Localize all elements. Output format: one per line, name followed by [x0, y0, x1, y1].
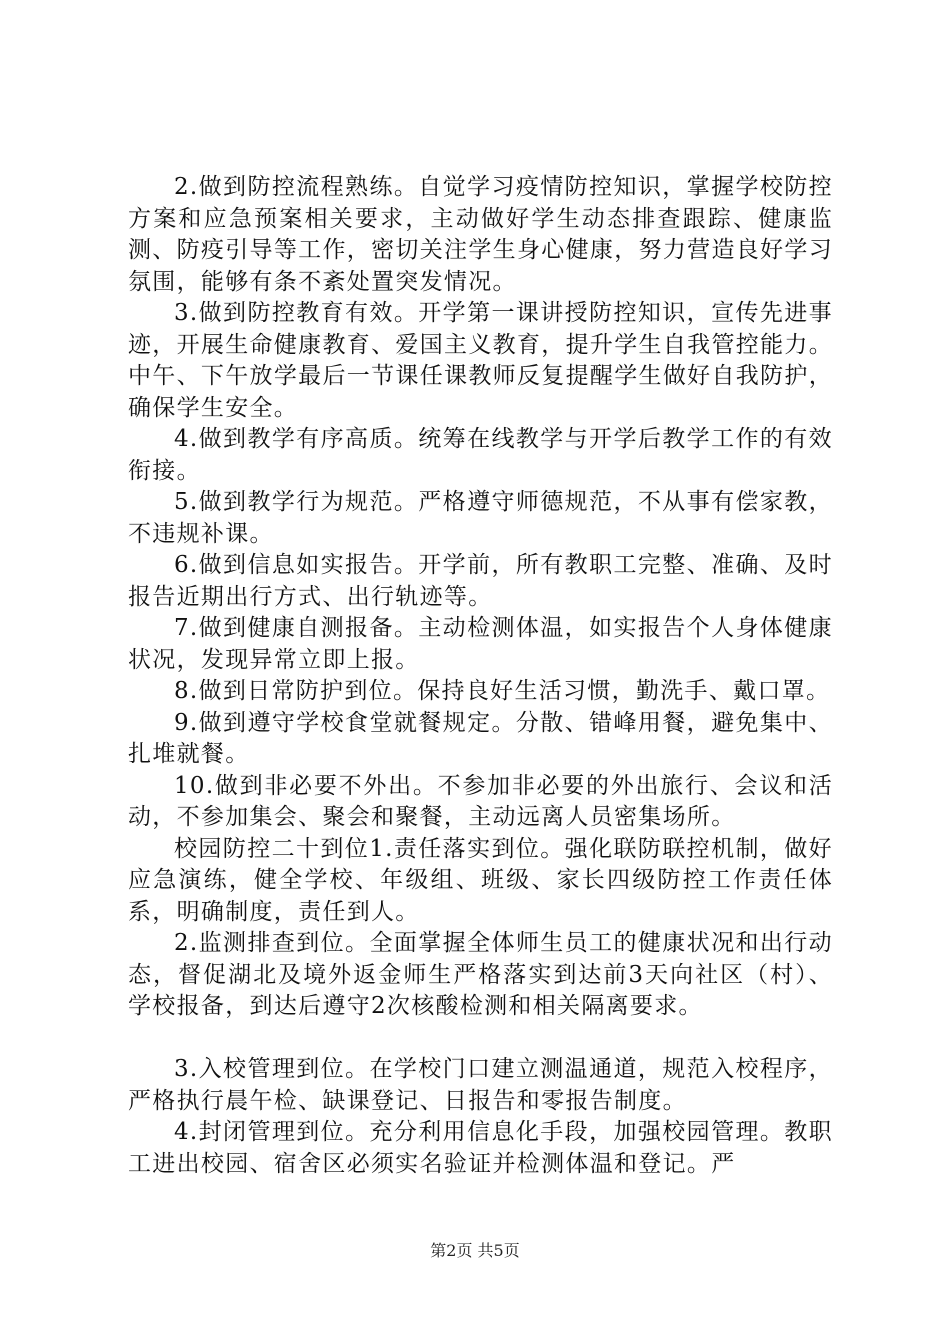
paragraph-campus-control-3: 3.入校管理到位。在学校门口建立测温通道，规范入校程序，严格执行晨午检、缺课登记、日报告和零报告制度。	[128, 1056, 833, 1114]
blank-line	[128, 1023, 833, 1055]
paragraph-item-9: 9.做到遵守学校食堂就餐规定。分散、错峰用餐，避免集中、扎堆就餐。	[128, 709, 833, 767]
paragraph-item-3: 3.做到防控教育有效。开学第一课讲授防控知识，宣传先进事迹，开展生命健康教育、爱国主义教育，提升学生自我管控能力。中午、下午放学最后一节课任课教师反复提醒学生做好自我防护，确保学生安全。	[128, 300, 833, 421]
paragraph-item-2: 2.做到防控流程熟练。自觉学习疫情防控知识，掌握学校防控方案和应急预案相关要求，主动做好学生动态排查跟踪、健康监测、防疫引导等工作，密切关注学生身心健康，努力营造良好学习氛围，能够有条不紊处置突发情况。	[128, 174, 833, 295]
paragraph-item-7: 7.做到健康自测报备。主动检测体温，如实报告个人身体健康状况，发现异常立即上报。	[128, 615, 833, 673]
paragraph-item-8: 8.做到日常防护到位。保持良好生活习惯，勤洗手、戴口罩。	[174, 678, 831, 704]
paragraph-campus-control-4: 4.封闭管理到位。充分利用信息化手段，加强校园管理。教职工进出校园、宿舍区必须实名验证并检测体温和登记。严	[128, 1119, 833, 1177]
paragraph-item-5: 5.做到教学行为规范。严格遵守师德规范，不从事有偿家教，不违规补课。	[128, 489, 833, 547]
paragraph-campus-control-2: 2.监测排查到位。全面掌握全体师生员工的健康状况和出行动态，督促湖北及境外返金师生严格落实到达前3天向社区（村）、学校报备，到达后遵守2次核酸检测和相关隔离要求。	[128, 930, 833, 1019]
paragraph-item-10: 10.做到非必要不外出。不参加非必要的外出旅行、会议和活动，不参加集会、聚会和聚餐，主动远离人员密集场所。	[128, 772, 833, 830]
paragraph-item-6: 6.做到信息如实报告。开学前，所有教职工完整、准确、及时报告近期出行方式、出行轨迹等。	[128, 552, 833, 610]
paragraph-campus-control-1: 校园防控二十到位1.责任落实到位。强化联防联控机制，做好应急演练，健全学校、年级组、班级、家长四级防控工作责任体系，明确制度，责任到人。	[128, 835, 833, 925]
page-footer: 第2页 共5页	[430, 1241, 520, 1260]
document-body	[128, 172, 833, 1180]
paragraph-item-4: 4.做到教学有序高质。统筹在线教学与开学后教学工作的有效衔接。	[128, 426, 833, 484]
